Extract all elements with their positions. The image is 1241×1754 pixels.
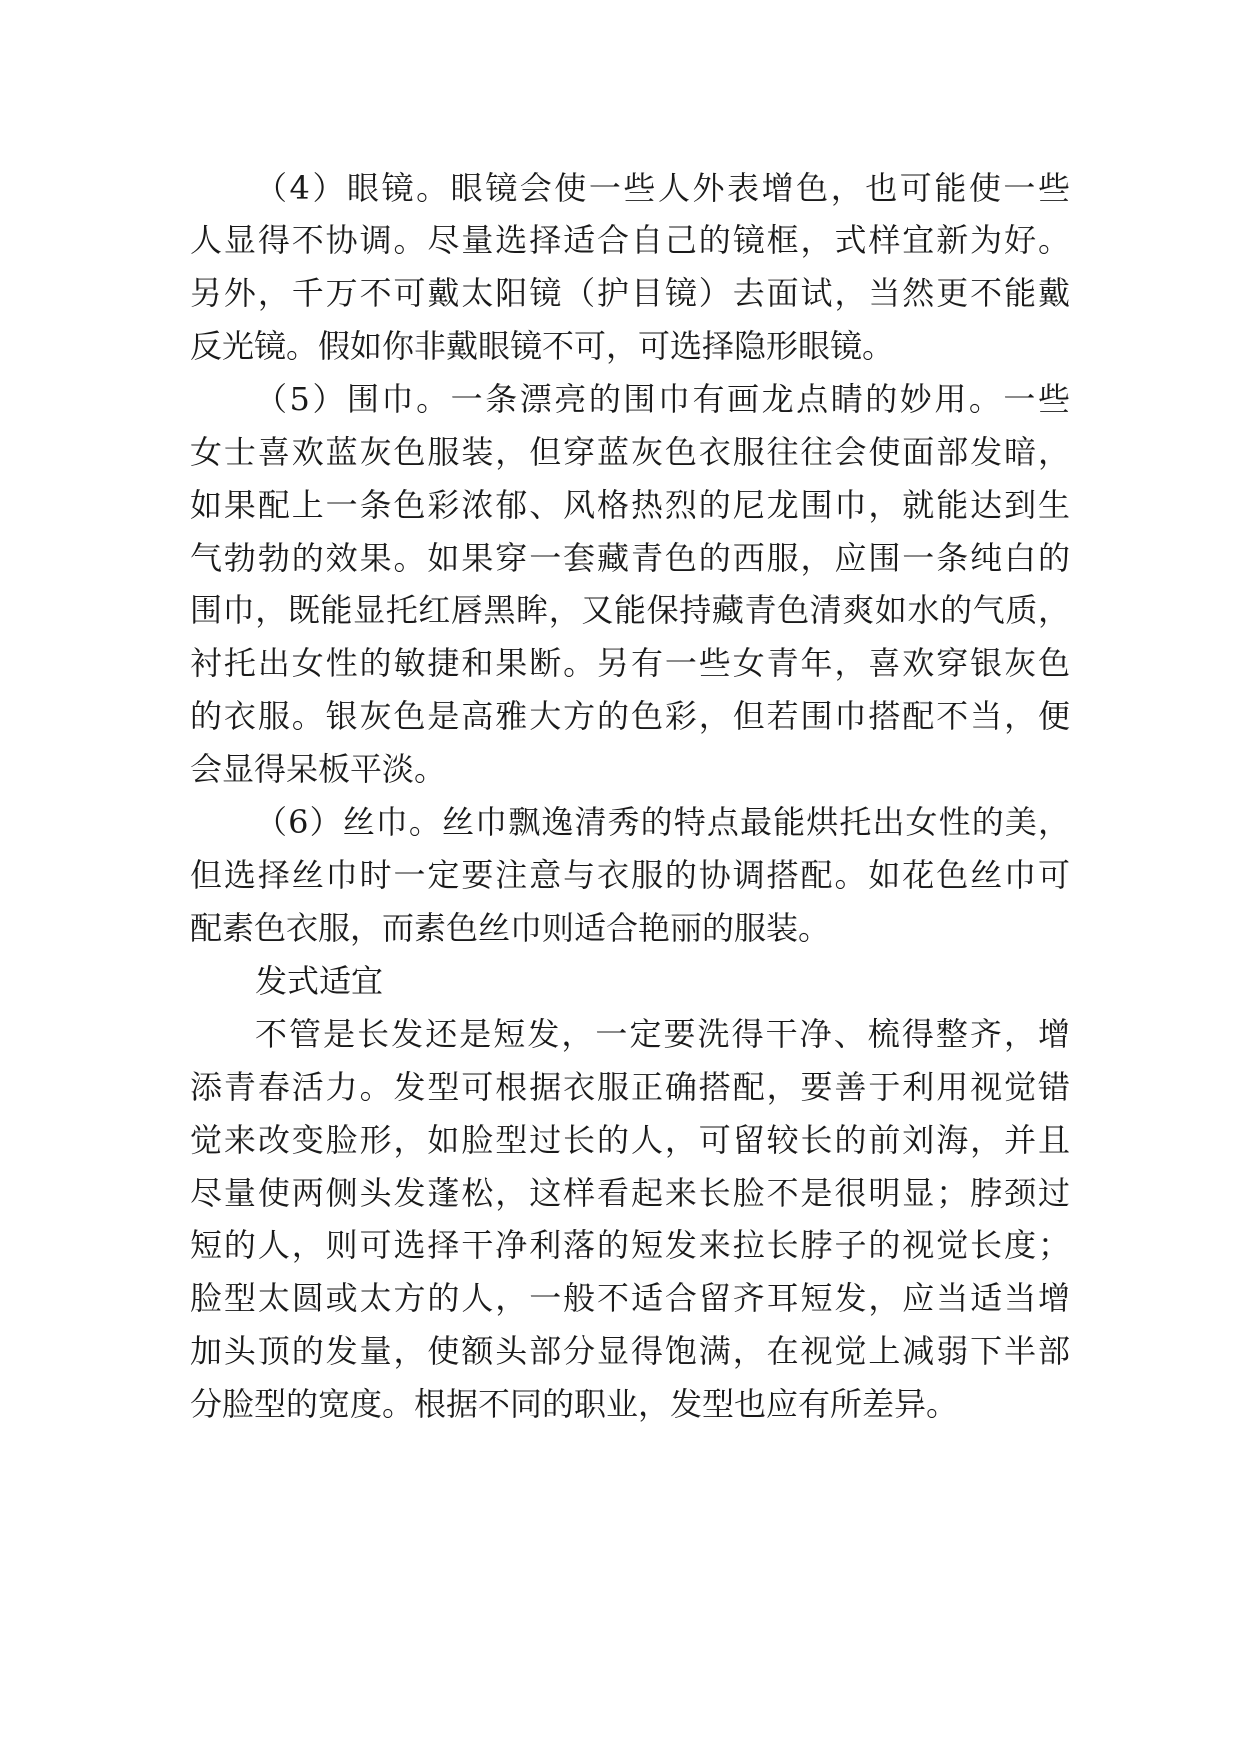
paragraph-glasses-line-3: 另外，千万不可戴太阳镜（护目镜）去面试，当然更不能戴 [190,274,1070,312]
paragraph-scarf-line-8: 会显得呆板平淡。 [190,750,447,788]
paragraph-scarf-line-6: 衬托出女性的敏捷和果断。另有一些女青年，喜欢穿银灰色 [190,644,1070,682]
section-heading-hairstyle: 发式适宜 [255,962,384,1000]
paragraph-glasses-line-1: （4）眼镜。眼镜会使一些人外表增色，也可能使一些 [255,169,1070,207]
paragraph-hairstyle-line-3: 觉来改变脸形，如脸型过长的人，可留较长的前刘海，并且 [190,1121,1070,1159]
paragraph-scarf-line-2: 女士喜欢蓝灰色服装，但穿蓝灰色衣服往往会使面部发暗， [190,433,1070,471]
paragraph-silk-scarf-line-3: 配素色衣服，而素色丝巾则适合艳丽的服装。 [190,909,831,947]
paragraph-silk-scarf-line-1: （6）丝巾。丝巾飘逸清秀的特点最能烘托出女性的美， [255,803,1070,841]
paragraph-scarf-line-5: 围巾，既能显托红唇黑眸，又能保持藏青色清爽如水的气质， [190,591,1070,629]
paragraph-scarf-line-4: 气勃勃的效果。如果穿一套藏青色的西服，应围一条纯白的 [190,539,1070,577]
paragraph-hairstyle-line-5: 短的人，则可选择干净利落的短发来拉长脖子的视觉长度； [190,1226,1070,1264]
paragraph-silk-scarf-line-2: 但选择丝巾时一定要注意与衣服的协调搭配。如花色丝巾可 [190,856,1070,894]
paragraph-scarf-line-3: 如果配上一条色彩浓郁、风格热烈的尼龙围巾，就能达到生 [190,486,1070,524]
paragraph-hairstyle-line-4: 尽量使两侧头发蓬松，这样看起来长脸不是很明显；脖颈过 [190,1174,1070,1212]
paragraph-scarf-line-7: 的衣服。银灰色是高雅大方的色彩，但若围巾搭配不当，便 [190,697,1070,735]
paragraph-hairstyle-line-7: 加头顶的发量，使额头部分显得饱满，在视觉上减弱下半部 [190,1332,1070,1370]
paragraph-hairstyle-line-8: 分脸型的宽度。根据不同的职业，发型也应有所差异。 [190,1385,959,1423]
paragraph-hairstyle-line-2: 添青春活力。发型可根据衣服正确搭配，要善于利用视觉错 [190,1068,1070,1106]
paragraph-scarf-line-1: （5）围巾。一条漂亮的围巾有画龙点睛的妙用。一些 [255,380,1070,418]
paragraph-hairstyle-line-1: 不管是长发还是短发，一定要洗得干净、梳得整齐，增 [255,1015,1070,1053]
paragraph-glasses-line-4: 反光镜。假如你非戴眼镜不可，可选择隐形眼镜。 [190,327,895,365]
paragraph-hairstyle-line-6: 脸型太圆或太方的人，一般不适合留齐耳短发，应当适当增 [190,1279,1070,1317]
paragraph-glasses-line-2: 人显得不协调。尽量选择适合自己的镜框，式样宜新为好。 [190,221,1070,259]
